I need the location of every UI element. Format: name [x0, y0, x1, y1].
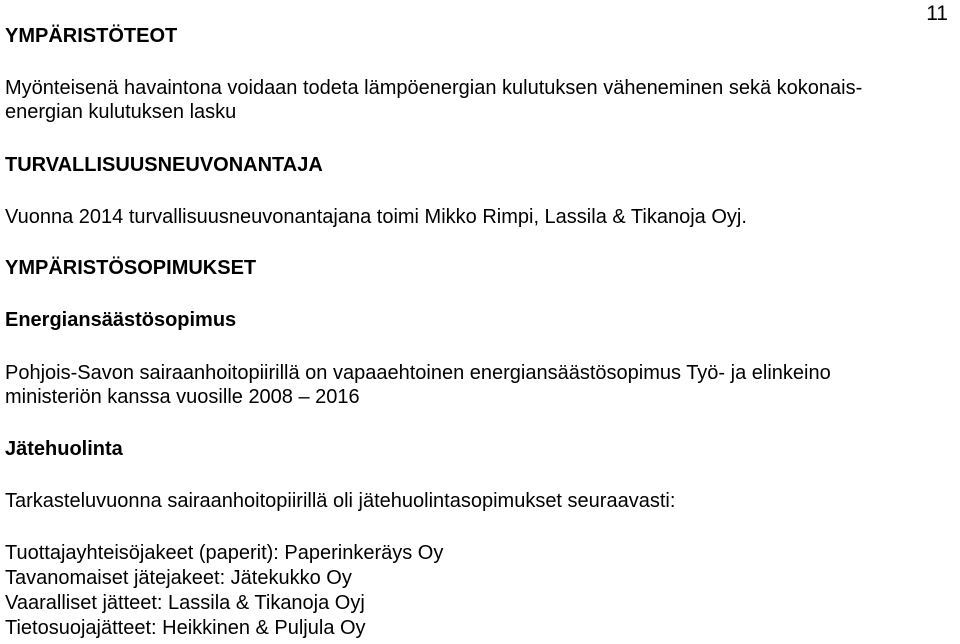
heading-ymparistosopimukset: YMPÄRISTÖSOPIMUKSET [5, 257, 257, 279]
jatehuolinta-intro: Tarkasteluvuonna sairaanhoitopiirillä oli jätehuolintasopimukset seuraavasti: [5, 490, 676, 512]
jatehuolinta-item: Tuottajayhteisöjakeet (paperit): Paperinkeräys Oy [5, 542, 444, 564]
heading-jatehuolinta: Jätehuolinta [5, 438, 123, 460]
turvallisuusneuvonantaja-text: Vuonna 2014 turvallisuusneuvonantajana toimi Mikko Rimpi, Lassila & Tikanoja Oyj. [5, 206, 747, 228]
jatehuolinta-item: Vaaralliset jätteet: Lassila & Tikanoja Oyj [5, 592, 365, 614]
ymparistoteot-text-line1: Myönteisenä havaintona voidaan todeta lämpöenergian kulutuksen väheneminen sekä kokonais- [5, 77, 863, 99]
jatehuolinta-item: Tietosuojajätteet: Heikkinen & Puljula Oy [5, 617, 366, 639]
subheading-energiansaastosopimus: Energiansäästösopimus [5, 309, 237, 331]
page-number: 11 [926, 2, 948, 25]
jatehuolinta-item: Tavanomaiset jätejakeet: Jätekukko Oy [5, 567, 352, 589]
energiansaastosopimus-text-line1: Pohjois-Savon sairaanhoitopiirillä on vapaaehtoinen energiansäästösopimus Työ- ja elinkeino [5, 362, 831, 384]
heading-turvallisuusneuvonantaja: TURVALLISUUSNEUVONANTAJA [5, 154, 323, 176]
ymparistoteot-text-line2: energian kulutuksen lasku [5, 101, 237, 123]
heading-ymparistoteot: YMPÄRISTÖTEOT [5, 25, 178, 47]
energiansaastosopimus-text-line2: ministeriön kanssa vuosille 2008 – 2016 [5, 386, 360, 408]
